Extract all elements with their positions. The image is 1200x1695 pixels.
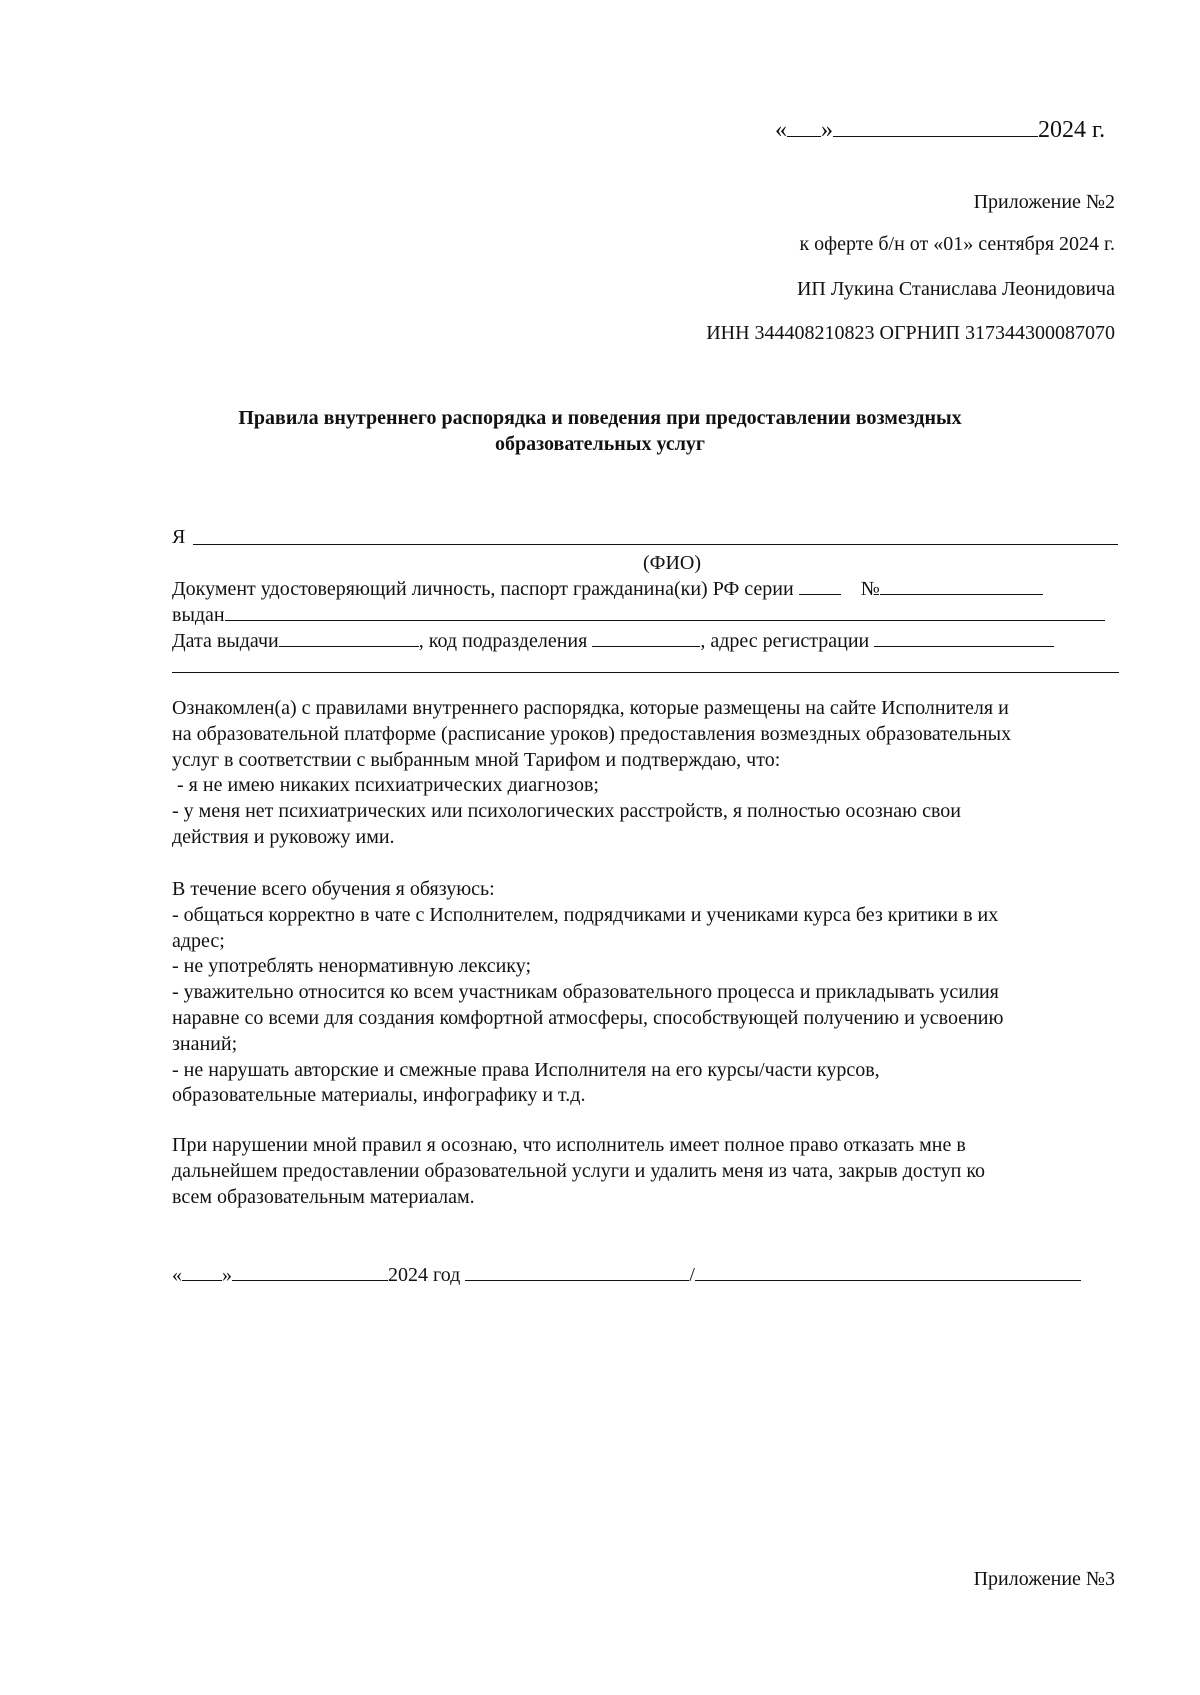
address-continuation-field[interactable] (172, 672, 1119, 673)
document-title (0, 405, 1200, 457)
paragraph-violations (172, 1133, 1132, 1210)
paragraph-obligations (172, 877, 1132, 1109)
department-code-field[interactable] (592, 628, 700, 647)
offer-reference: к оферте б/н от «01» сентября 2024 г. (799, 233, 1115, 255)
date-year: 2024 г. (1038, 117, 1106, 143)
issued-row (172, 602, 1105, 628)
appendix-label: Приложение №2 (973, 191, 1115, 213)
issue-date-label: Дата выдачи (172, 630, 279, 652)
paragraph-line: - у меня нет психиатрических или психологических расстройств, я полностью осознаю свои (172, 800, 962, 823)
document-label: Документ удостоверяющий личность, паспорт гражданина(ки) РФ серии (172, 578, 794, 600)
signature-row (172, 1262, 1081, 1288)
paragraph-line: При нарушении мной правил я осознаю, что исполнитель имеет полное право отказать мне в (172, 1134, 966, 1156)
title-line-2: образовательных услуг (494, 433, 706, 455)
issued-by-field[interactable] (225, 602, 1105, 621)
signature-close-quote: » (222, 1264, 232, 1286)
passport-number-field[interactable] (880, 576, 1043, 595)
signature-month-field[interactable] (232, 1262, 388, 1281)
document-row (172, 576, 1043, 602)
paragraph-line: дальнейшем предоставлении образовательной услуги и удалить меня из чата, закрыв доступ ко (172, 1159, 986, 1182)
paragraph-line: образовательные материалы, инфографику и т.д. (172, 1084, 586, 1107)
paragraph-line: знаний; (172, 1032, 238, 1055)
next-appendix-label: Приложение №3 (973, 1568, 1115, 1590)
date-open-quote: « (775, 117, 787, 143)
issue-date-field[interactable] (279, 628, 419, 647)
issue-date-row (172, 628, 1054, 654)
inn-ogrnip: ИНН 344408210823 ОГРНИП 317344300087070 (706, 322, 1115, 344)
date-close-quote: » (821, 117, 833, 143)
fio-field[interactable] (193, 544, 1118, 545)
code-label: , код подразделения (418, 630, 588, 652)
title-line-1: Правила внутреннего распорядка и поведения при предоставлении возмездных (238, 407, 962, 429)
signature-open-quote: « (172, 1264, 182, 1286)
address-label: , адрес регистрации (700, 630, 870, 652)
date-day-blank[interactable] (787, 114, 821, 137)
paragraph-line: В течение всего обучения я обязуюсь: (172, 878, 495, 900)
signature-day-field[interactable] (182, 1262, 222, 1281)
signature-name-field[interactable] (695, 1262, 1081, 1281)
paragraph-line: - не нарушать авторские и смежные права Исполнителя на его курсы/части курсов, (172, 1058, 880, 1081)
fio-caption: (ФИО) (643, 552, 702, 574)
paragraph-line: наравне со всеми для создания комфортной атмосферы, способствующей получению и усвоению (172, 1006, 1004, 1029)
signature-field[interactable] (465, 1262, 689, 1281)
signature-slash: / (689, 1264, 695, 1286)
paragraph-line: всем образовательным материалам. (172, 1185, 475, 1208)
paragraph-line: - общаться корректно в чате с Исполнителем, подрядчиками и учениками курса без критики в их (172, 903, 999, 926)
issued-label: выдан (172, 604, 225, 626)
paragraph-line: адрес; (172, 929, 225, 952)
date-month-blank[interactable] (833, 114, 1038, 137)
paragraph-line: Ознакомлен(а) с правилами внутреннего распорядка, которые размещены на сайте Исполнителя и (172, 697, 1009, 719)
number-label: № (860, 578, 880, 600)
entrepreneur-name: ИП Лукина Станислава Леонидовича (796, 278, 1115, 300)
header-date (775, 114, 1105, 144)
paragraph-line: действия и руковожу ими. (172, 825, 395, 848)
paragraph-line: на образовательной платформе (расписание уроков) предоставления возмездных образовательных (172, 722, 1012, 745)
paragraph-acknowledgement (172, 696, 1132, 851)
paragraph-line: - уважительно относится ко всем участникам образовательного процесса и прикладывать усилия (172, 981, 999, 1004)
address-field[interactable] (874, 628, 1054, 647)
paragraph-line: - не употреблять ненормативную лексику; (172, 955, 532, 978)
paragraph-line: - я не имею никаких психиатрических диагнозов; (172, 774, 599, 797)
passport-series-field[interactable] (799, 576, 841, 595)
ya-label: Я (172, 526, 186, 548)
paragraph-line: услуг в соответствии с выбранным мной Тарифом и подтверждаю, что: (172, 748, 781, 771)
signature-year: 2024 год (388, 1264, 461, 1286)
